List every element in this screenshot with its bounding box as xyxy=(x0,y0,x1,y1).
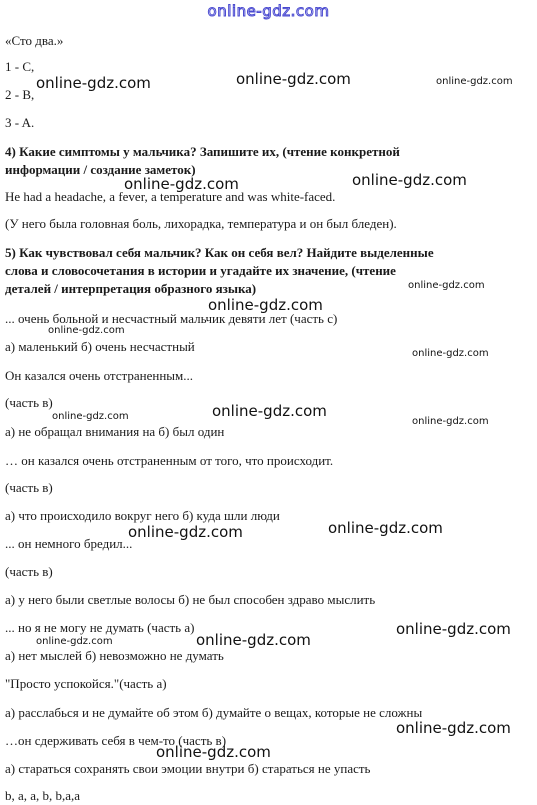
watermark: online-gdz.com xyxy=(408,280,485,291)
watermark: online-gdz.com xyxy=(36,74,151,92)
watermark: online-gdz.com xyxy=(128,523,243,541)
text-line: а) стараться сохранять свои эмоции внутри б) стараться не упасть xyxy=(5,761,371,776)
text-line: ... он немного бредил... xyxy=(5,536,133,551)
watermark: online-gdz.com xyxy=(52,411,129,422)
question-5-heading: деталей / интерпретация образного языка) xyxy=(5,281,257,296)
question-4-heading: 4) Какие симптомы у мальчика? Запишите их, (чтение конкретной xyxy=(5,144,400,159)
question-5-heading: слова и словосочетания в истории и угадайте их значение, (чтение xyxy=(5,263,396,278)
text-line: (часть в) xyxy=(5,564,53,579)
text-line: (часть в) xyxy=(5,480,53,495)
site-header: online-gdz.com xyxy=(207,2,330,20)
question-5-heading: 5) Как чувствовал себя мальчик? Как он себя вел? Найдите выделенные xyxy=(5,245,434,260)
text-line: (У него была головная боль, лихорадка, температура и он был бледен). xyxy=(5,216,397,231)
watermark: online-gdz.com xyxy=(412,416,489,427)
watermark: online-gdz.com xyxy=(48,325,125,336)
text-line: He had a headache, a fever, a temperature and was white-faced. xyxy=(5,189,336,204)
watermark: online-gdz.com xyxy=(396,719,511,737)
text-line: …он сдерживать себя в чем-то (часть в) xyxy=(5,733,227,748)
watermark: online-gdz.com xyxy=(352,171,467,189)
watermark: online-gdz.com xyxy=(328,519,443,537)
text-line: (часть в) xyxy=(5,395,53,410)
watermark: online-gdz.com xyxy=(436,76,513,87)
text-line: а) маленький б) очень несчастный xyxy=(5,339,195,354)
text-line: а) расслабься и не думайте об этом б) думайте о вещах, которые не сложны xyxy=(5,705,423,720)
text-line: b, a, a, b, b,a,a xyxy=(5,788,81,803)
text-line: 2 - B, xyxy=(5,87,35,102)
watermark: online-gdz.com xyxy=(196,631,311,649)
watermark: online-gdz.com xyxy=(36,636,113,647)
text-line: Он казался очень отстраненным... xyxy=(5,368,193,383)
watermark: online-gdz.com xyxy=(396,620,511,638)
text-line: ... очень больной и несчастный мальчик девяти лет (часть с) xyxy=(5,311,338,326)
text-line: а) нет мыслей б) невозможно не думать xyxy=(5,648,224,663)
text-line: 1 - C, xyxy=(5,59,35,74)
text-line: а) не обращал внимания на б) был один xyxy=(5,424,225,439)
watermark: online-gdz.com xyxy=(212,402,327,420)
watermark: online-gdz.com xyxy=(236,70,351,88)
watermark: online-gdz.com xyxy=(208,296,323,314)
text-line: 3 - A. xyxy=(5,115,35,130)
text-line: ... но я не могу не думать (часть а) xyxy=(5,620,195,635)
text-line: а) у него были светлые волосы б) не был способен здраво мыслить xyxy=(5,592,376,607)
watermark: online-gdz.com xyxy=(412,348,489,359)
question-4-heading: информации / создание заметок) xyxy=(5,162,196,177)
text-line: "Просто успокойся."(часть а) xyxy=(5,676,167,691)
watermark: online-gdz.com xyxy=(156,743,271,761)
text-line: а) что происходило вокруг него б) куда шли люди xyxy=(5,508,280,523)
text-line: «Сто два.» xyxy=(5,33,64,48)
watermark: online-gdz.com xyxy=(124,175,239,193)
text-line: … он казался очень отстраненным от того, что происходит. xyxy=(5,453,334,468)
